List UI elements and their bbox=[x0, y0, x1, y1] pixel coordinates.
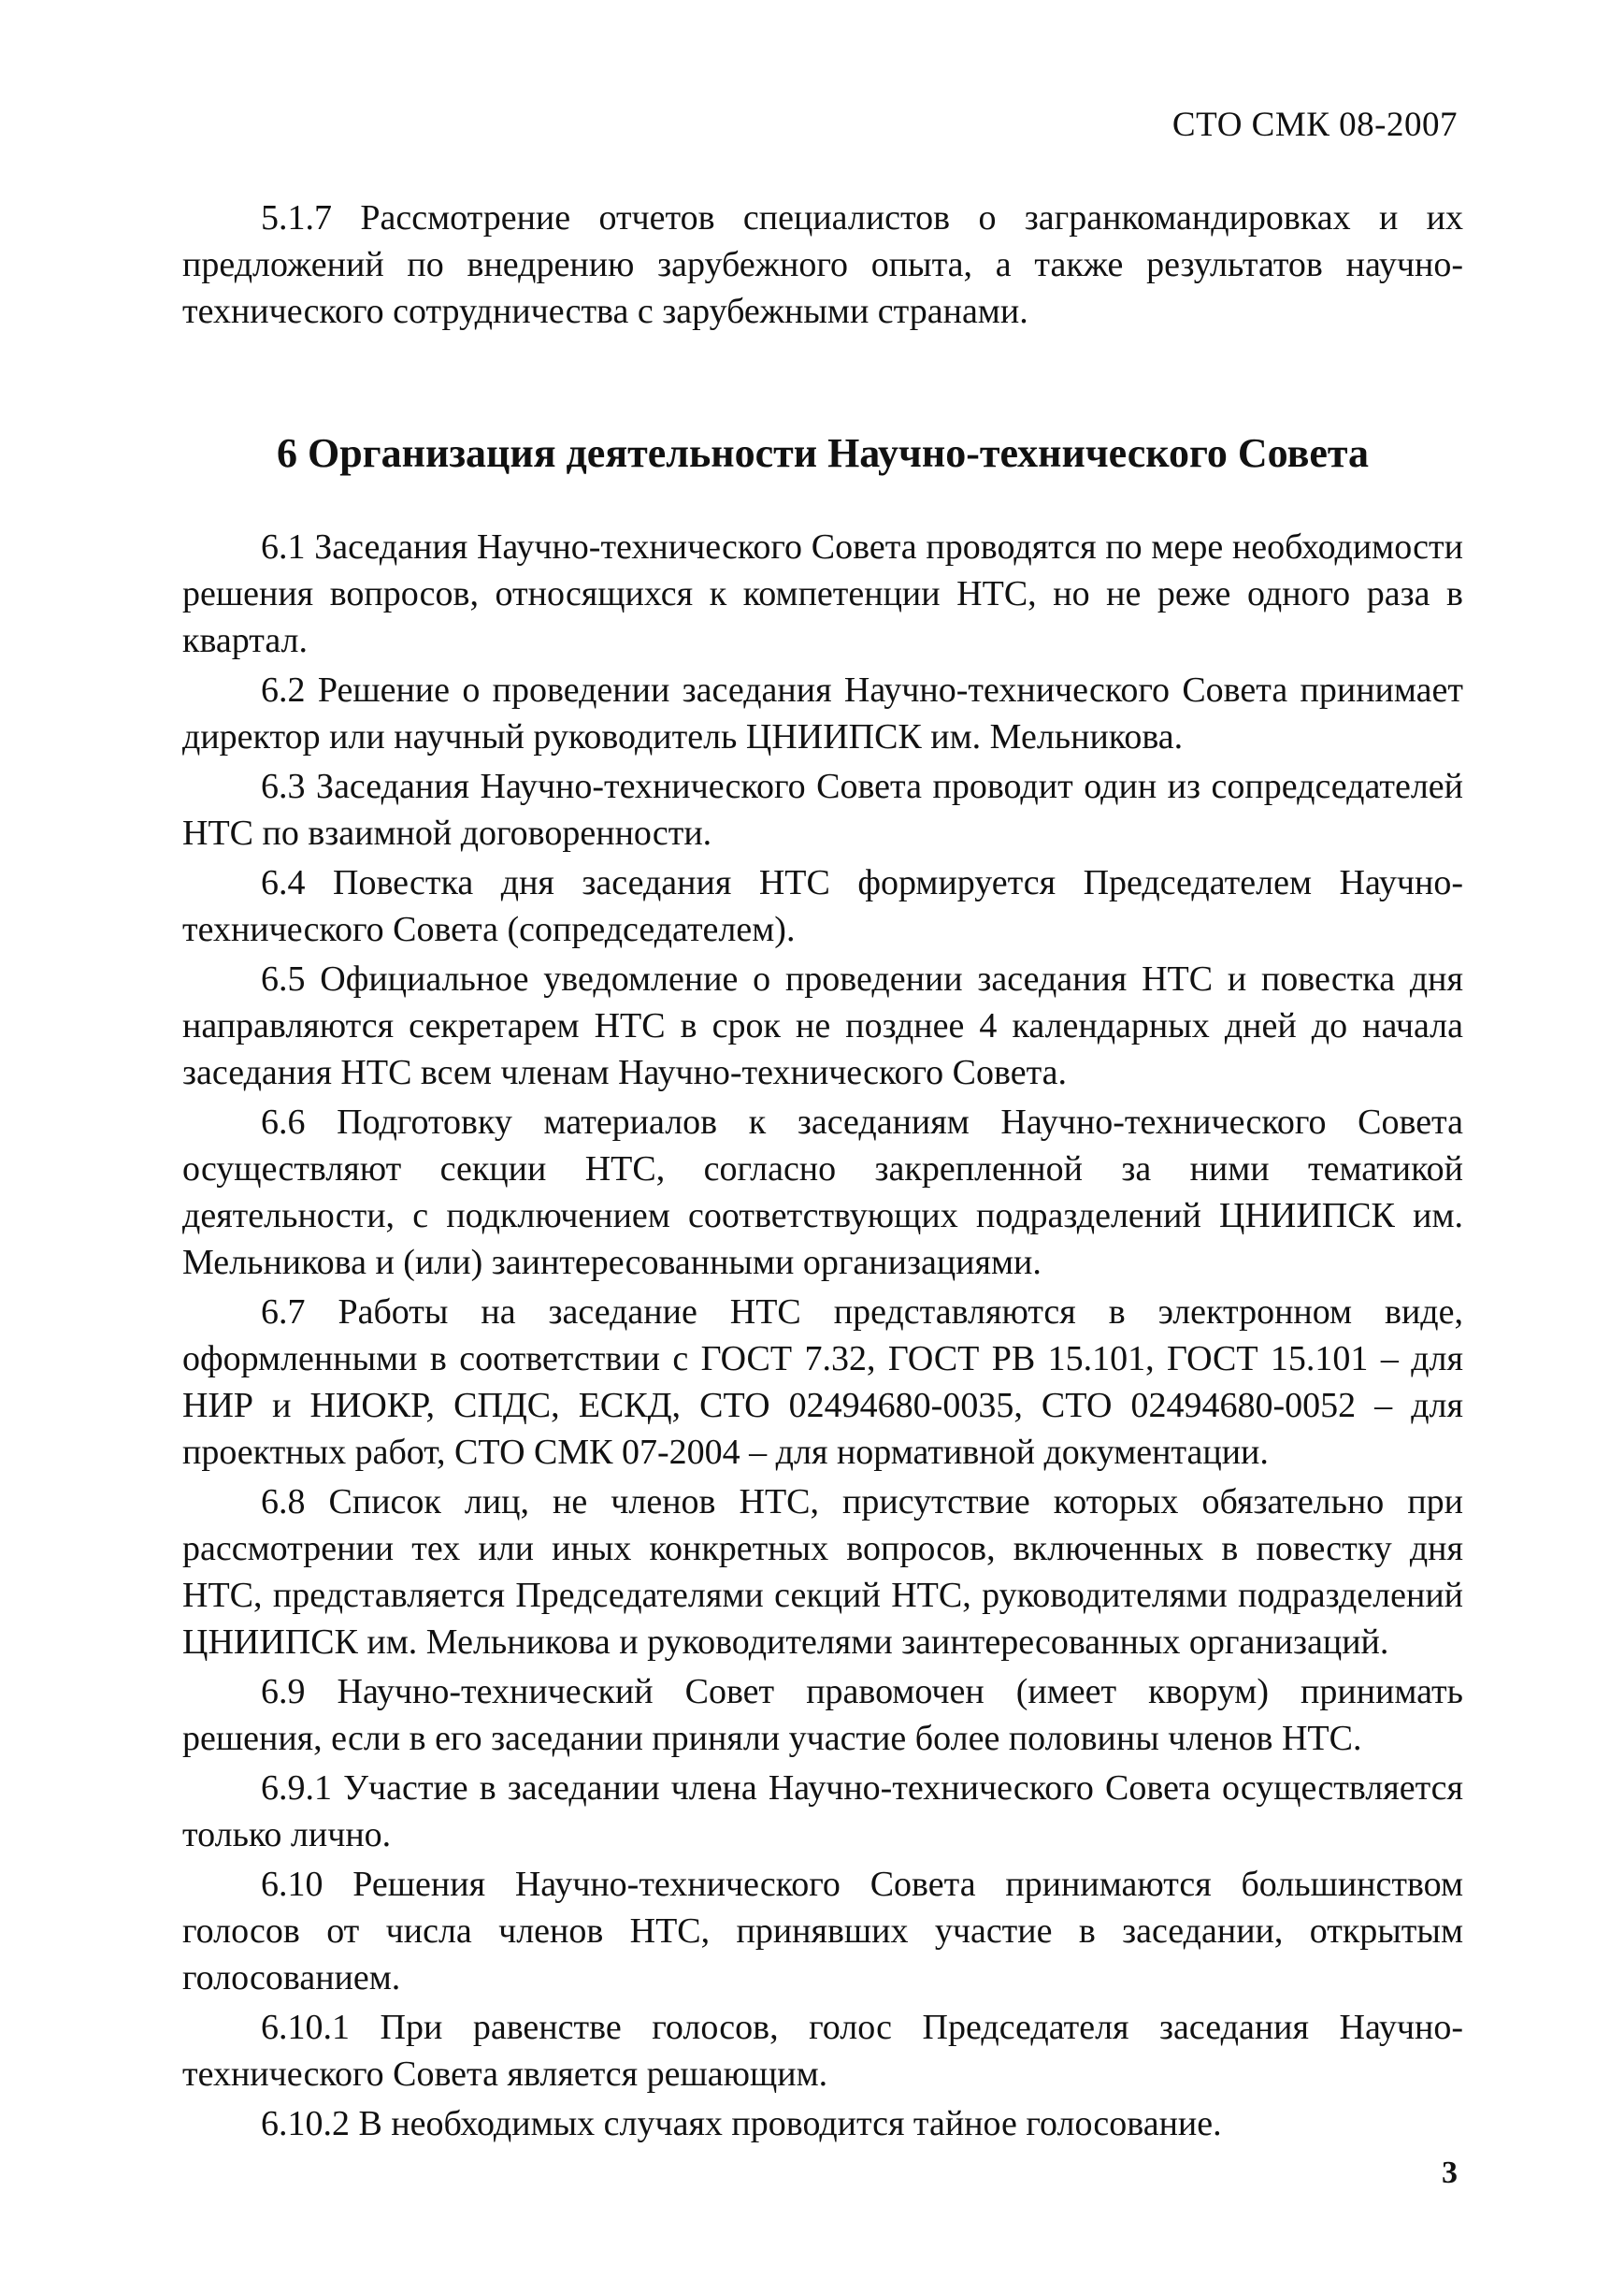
paragraph-6-8: 6.8 Список лиц, не членов НТС, присутствие которых обязательно при рассмотрении тех или иных конкретных вопросов, включенных в повестку дня НТС, представляется Председателями секций НТС, руководителями подразделений ЦНИИПСК им. Мельникова и руководителями заинтересованных организаций. bbox=[182, 1482, 1463, 1662]
paragraph-6-9-1: 6.9.1 Участие в заседании члена Научно-технического Совета осуществляется только лично. bbox=[182, 1768, 1463, 1854]
paragraph-6-10-1: 6.10.1 При равенстве голосов, голос Председателя заседания Научно-технического Совета является решающим. bbox=[182, 2008, 1463, 2094]
page-number: 3 bbox=[1442, 2155, 1458, 2190]
document-code: СТО СМК 08-2007 bbox=[1171, 106, 1458, 144]
paragraph-6-2: 6.2 Решение о проведении заседания Научно-технического Совета принимает директор или научный руководитель ЦНИИПСК им. Мельникова. bbox=[182, 670, 1463, 757]
paragraph-6-10-2: 6.10.2 В необходимых случаях проводится тайное голосование. bbox=[261, 2104, 1222, 2143]
page-content bbox=[182, 195, 1463, 2150]
paragraph-6-7: 6.7 Работы на заседание НТС представляются в электронном виде, оформленными в соответствии с ГОСТ 7.32, ГОСТ РВ 15.101, ГОСТ 15.101 – для НИР и НИОКР, СПДС, ЕСКД, СТО 02494680-0035, СТО 02494680-0052 – для проектных работ, СТО СМК 07-2004 – для нормативной документации. bbox=[182, 1292, 1463, 1472]
paragraph-6-4: 6.4 Повестка дня заседания НТС формируется Председателем Научно-технического Совета (сопредседателем). bbox=[182, 863, 1463, 949]
section-heading: 6 Организация деятельности Научно-технического Совета bbox=[276, 430, 1370, 476]
paragraph-6-10: 6.10 Решения Научно-технического Совета принимаются большинством голосов от числа членов НТС, принявших участие в заседании, открытым голосованием. bbox=[182, 1865, 1463, 1997]
paragraph-6-3: 6.3 Заседания Научно-технического Совета проводит один из сопредседателей НТС по взаимной договоренности. bbox=[182, 767, 1463, 853]
paragraph-5-1-7: 5.1.7 Рассмотрение отчетов специалистов о загранкомандировках и их предложений по внедрению зарубежного опыта, а также результатов научно-технического сотрудничества с зарубежными странами. bbox=[182, 198, 1463, 331]
paragraph-6-9: 6.9 Научно-технический Совет правомочен (имеет кворум) принимать решения, если в его заседании приняли участие более половины членов НТС. bbox=[182, 1672, 1463, 1758]
paragraph-6-5: 6.5 Официальное уведомление о проведении заседания НТС и повестка дня направляются секретарем НТС в срок не позднее 4 календарных дней до начала заседания НТС всем членам Научно-технического Совета. bbox=[182, 959, 1463, 1092]
paragraph-6-1: 6.1 Заседания Научно-технического Совета проводятся по мере необходимости решения вопросов, относящихся к компетенции НТС, но не реже одного раза в квартал. bbox=[182, 527, 1463, 660]
paragraph-6-6: 6.6 Подготовку материалов к заседаниям Научно-технического Совета осуществляют секции НТС, согласно закрепленной за ними тематикой деятельности, с подключением соответствующих подразделений ЦНИИПСК им. Мельникова и (или) заинтересованными организациями. bbox=[182, 1103, 1463, 1282]
